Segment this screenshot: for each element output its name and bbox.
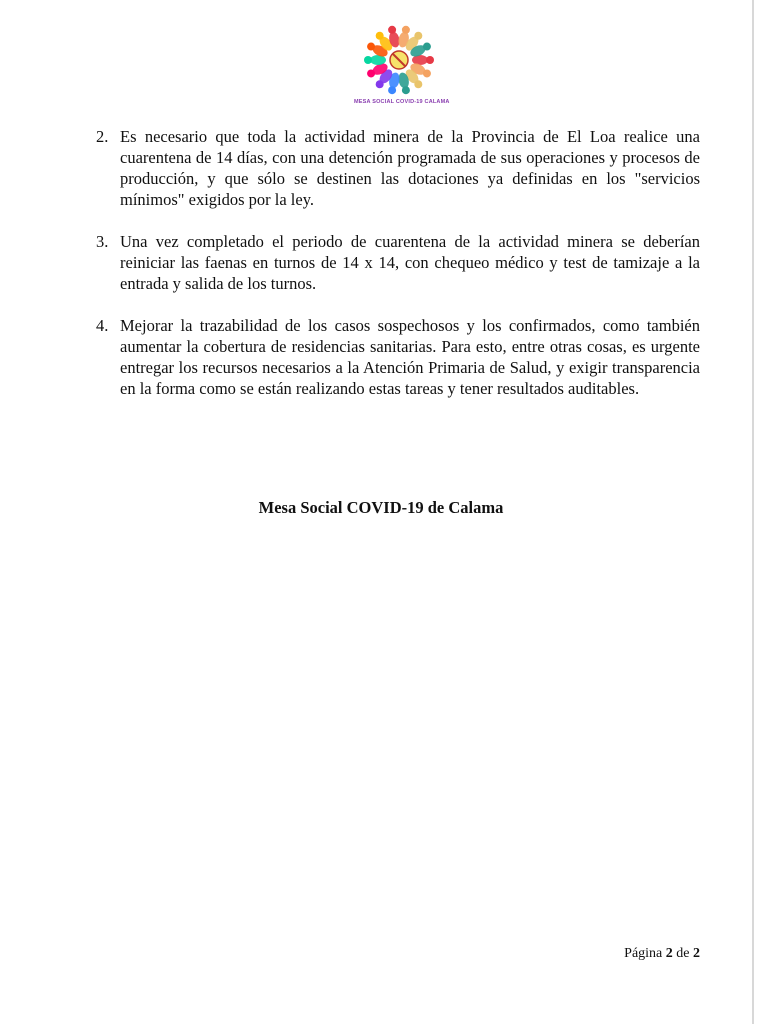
list-item (96, 126, 700, 210)
signature: Mesa Social COVID-19 de Calama (258, 498, 504, 517)
list-item-text: Mejorar la trazabilidad de los casos sospechosos y los confirmados, como también aumentar la cobertura de residencias sanitarias. Para esto, entre otras cosas, es urgente entregar los recursos necesarios a la Atención Primaria de Salud, y exigir transparencia en la forma como se están realizando estas tareas y tener resultados auditables. (120, 316, 700, 398)
list-item-text: Una vez completado el periodo de cuarentena de la actividad minera se deberían reiniciar las faenas en turnos de 14 x 14, con chequeo médico y test de tamizaje a la entrada y salida de los turnos. (120, 232, 700, 293)
current-page-number: 2 (665, 946, 673, 961)
list-item-text: Es necesario que toda la actividad minera de la Provincia de El Loa realice una cuarentena de 14 días, con una detención programada de sus operaciones y procesos de producción, y que sólo se destinen las dotaciones ya definidas en los "servicios mínimos" exigidos por la ley. (120, 127, 700, 209)
list-item-number: 3. (96, 232, 109, 251)
total-pages-number: 2 (693, 946, 700, 961)
list-item (96, 315, 700, 399)
list-item (96, 231, 700, 294)
logo-people-circle-icon (354, 22, 444, 98)
list-item-number: 2. (96, 127, 109, 146)
recommendations-list (96, 126, 700, 399)
page-word: Página (624, 946, 663, 961)
of-word: de (676, 946, 690, 961)
page-number-footer (624, 946, 700, 962)
mesa-social-logo (354, 22, 450, 114)
list-item-number: 4. (96, 316, 109, 335)
logo-caption: MESA SOCIAL COVID-19 CALAMA (354, 99, 450, 105)
